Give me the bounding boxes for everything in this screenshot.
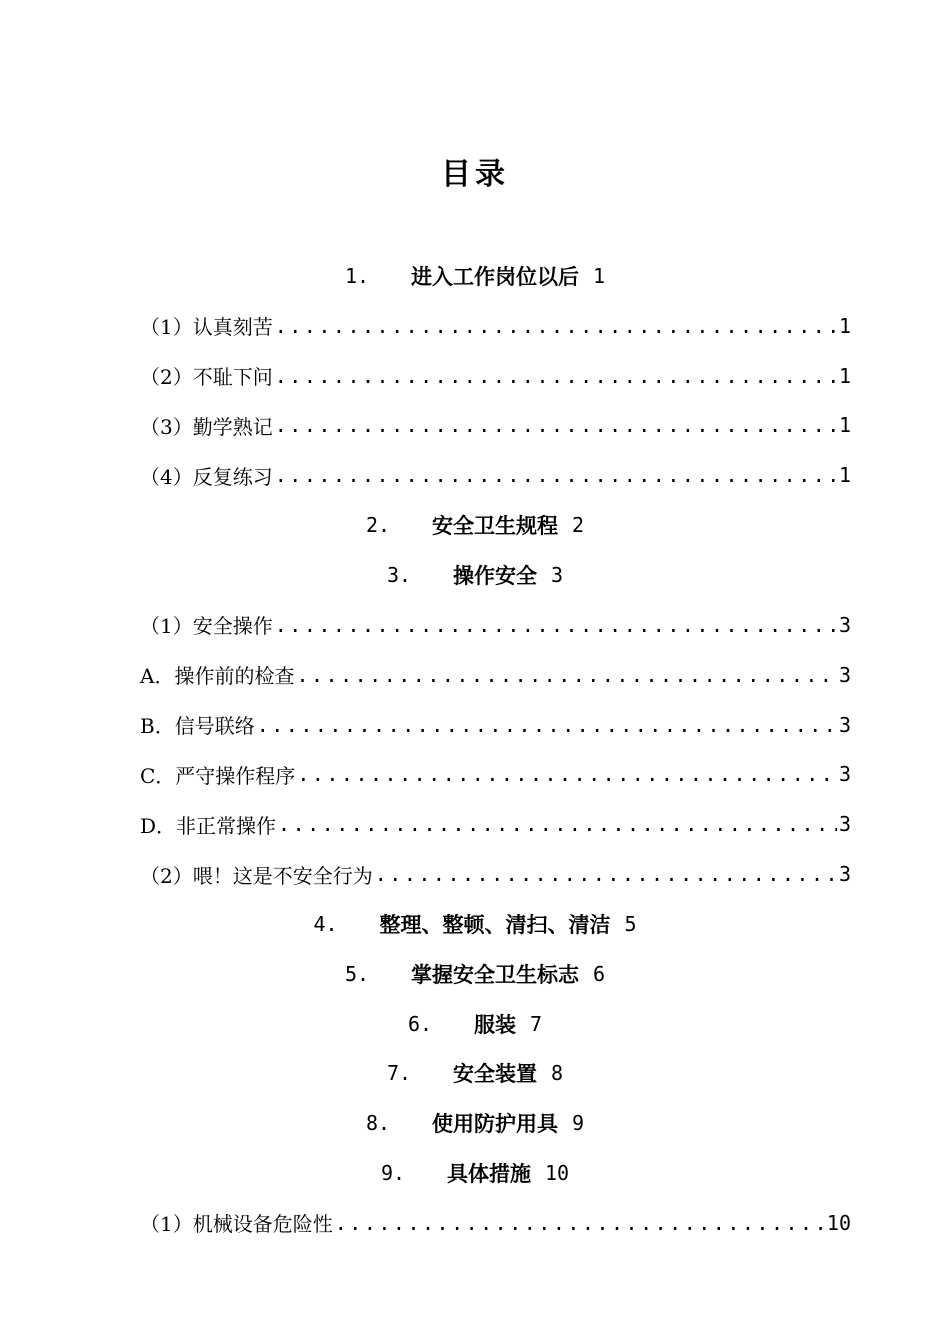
toc-dot-leader: [375, 862, 837, 886]
toc-heading-number: 6.: [407, 1011, 433, 1036]
toc-entry-text: C．严守操作程序: [140, 763, 296, 788]
toc-heading-text: 服装: [473, 1012, 516, 1037]
toc-heading[interactable]: [0, 1098, 950, 1148]
toc-page-number: 1: [592, 263, 606, 288]
toc-dot-leader: [275, 613, 837, 637]
toc-page-number: 7: [529, 1011, 543, 1036]
toc-heading-number: 9.: [380, 1161, 406, 1186]
toc-entry[interactable]: [140, 600, 851, 650]
toc-entry[interactable]: [140, 700, 851, 750]
toc-entry-text: （2）不耻下问: [140, 365, 273, 390]
toc-heading-text: 整理、整顿、清扫、清洁: [379, 912, 611, 937]
toc-heading-number: 1.: [344, 263, 370, 288]
toc-page-number: 6: [592, 961, 606, 986]
toc-heading[interactable]: [0, 949, 950, 999]
toc-dot-leader: [275, 413, 837, 437]
toc-page-number: 1: [838, 313, 851, 338]
toc-entry[interactable]: [140, 650, 851, 700]
toc-heading-text: 安全卫生规程: [431, 514, 558, 539]
toc-entry[interactable]: [140, 799, 851, 849]
toc-page-number: 5: [624, 911, 637, 936]
toc-page-number: 3: [838, 762, 851, 787]
toc-page-number: 1: [838, 463, 851, 488]
toc-heading[interactable]: [0, 899, 950, 949]
toc-heading-text: 具体措施: [446, 1162, 531, 1187]
toc-heading[interactable]: [0, 550, 950, 600]
toc-entry-text: （1）安全操作: [140, 614, 273, 639]
toc-entry-text: （4）反复练习: [140, 464, 273, 489]
toc-heading[interactable]: [0, 500, 950, 550]
toc-heading-number: 5.: [344, 961, 370, 986]
toc-dot-leader: [275, 364, 837, 388]
toc-dot-leader: [335, 1211, 825, 1235]
table-of-contents: [0, 251, 950, 1248]
toc-dot-leader: [257, 713, 837, 737]
toc-page-number: 3: [550, 562, 564, 587]
toc-page-number: 10: [544, 1161, 570, 1186]
toc-page-number: 3: [838, 812, 851, 837]
toc-page-number: 1: [838, 363, 851, 388]
toc-heading-number: 4.: [313, 911, 338, 936]
toc-entry[interactable]: [140, 450, 851, 500]
toc-heading[interactable]: [0, 1148, 950, 1198]
toc-entry-text: （3）勤学熟记: [140, 414, 273, 439]
toc-page-number: 3: [838, 612, 851, 637]
toc-heading-text: 安全装置: [452, 1062, 537, 1087]
toc-heading-text: 掌握安全卫生标志: [410, 962, 579, 987]
toc-entry[interactable]: [140, 849, 851, 899]
toc-heading-number: 8.: [365, 1111, 391, 1136]
page-title: 目录: [441, 157, 509, 192]
toc-dot-leader: [278, 812, 837, 836]
toc-heading[interactable]: [0, 999, 950, 1049]
toc-page-number: 3: [838, 662, 851, 687]
toc-page-number: 10: [826, 1210, 851, 1235]
toc-dot-leader: [296, 663, 837, 687]
toc-heading-number: 2.: [365, 513, 391, 538]
toc-heading[interactable]: [0, 1049, 950, 1099]
toc-heading-text: 进入工作岗位以后: [410, 264, 579, 289]
toc-page-number: 9: [571, 1111, 585, 1136]
toc-entry[interactable]: [140, 749, 851, 799]
toc-dot-leader: [275, 463, 837, 487]
toc-entry-text: （1）认真刻苦: [140, 315, 273, 340]
toc-heading[interactable]: [0, 251, 950, 301]
toc-page-number: 3: [838, 862, 851, 887]
toc-page-number: 8: [550, 1061, 564, 1086]
toc-heading-number: 7.: [386, 1061, 412, 1086]
toc-entry-text: （1）机械设备危险性: [140, 1212, 333, 1237]
toc-entry-text: （2）喂！这是不安全行为: [140, 863, 373, 888]
toc-entry-text: D．非正常操作: [140, 813, 277, 838]
toc-entry[interactable]: [140, 1198, 851, 1248]
toc-page-number: 1: [838, 413, 851, 438]
toc-entry-text: A．操作前的检查: [140, 664, 295, 689]
toc-heading-text: 操作安全: [452, 563, 537, 588]
toc-entry[interactable]: [140, 401, 851, 451]
toc-entry-text: B．信号联络: [140, 714, 255, 739]
toc-page-number: 2: [571, 513, 585, 538]
toc-dot-leader: [275, 314, 837, 338]
toc-heading-number: 3.: [386, 562, 412, 587]
toc-entry[interactable]: [140, 301, 851, 351]
toc-heading-text: 使用防护用具: [431, 1112, 558, 1137]
toc-dot-leader: [297, 762, 837, 786]
toc-entry[interactable]: [140, 351, 851, 401]
toc-page-number: 3: [838, 712, 851, 737]
